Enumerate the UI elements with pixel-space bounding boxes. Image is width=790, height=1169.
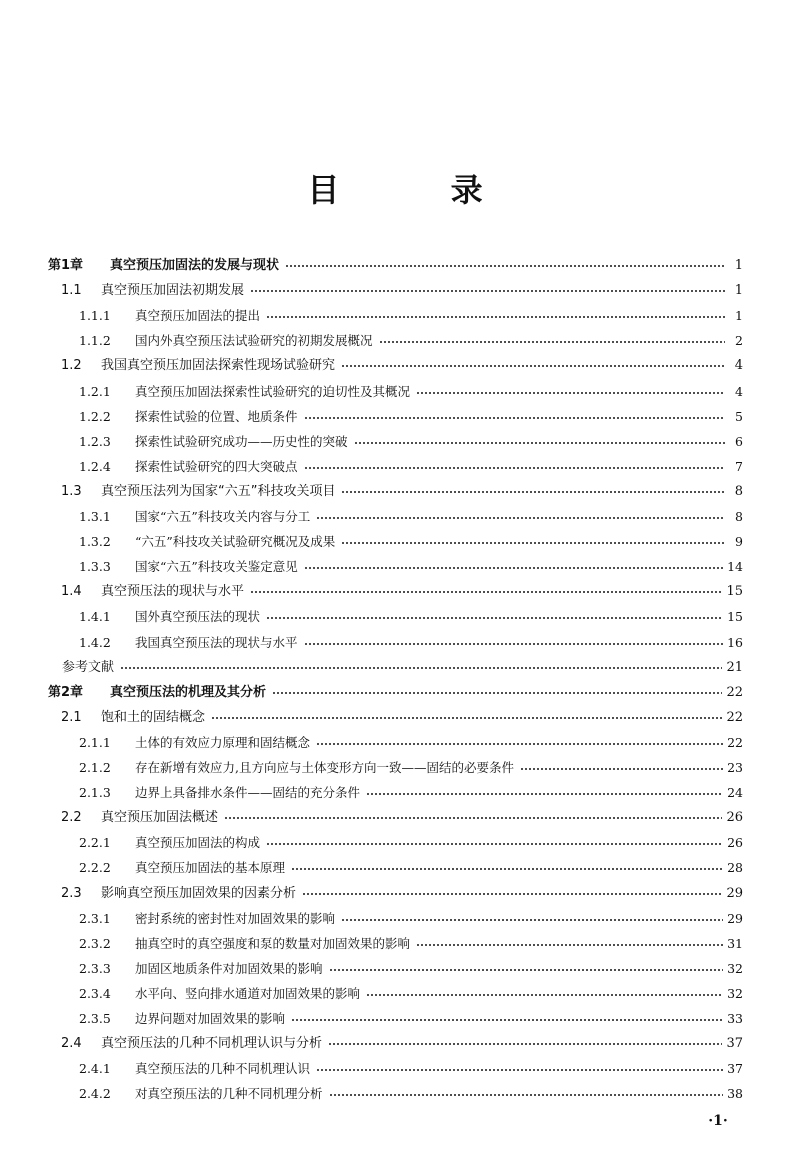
toc-entry-title: 影响真空预压加固效果的因素分析 [101,885,297,901]
toc-entry-page: 38 [727,1086,743,1102]
dot-leader [266,616,723,620]
toc-entry-number: 2.3 [61,885,82,901]
dot-leader [120,666,722,670]
toc-entry[interactable] [61,579,743,604]
toc-entry-number: 1.2.4 [79,458,111,474]
toc-entry-title: 水平向、竖向排水通道对加固效果的影响 [135,985,361,1001]
toc-entry[interactable] [79,454,743,479]
dot-leader [302,892,722,896]
toc-entry-title: 抽真空时的真空强度和泵的数量对加固效果的影响 [135,935,411,951]
toc-entry-title: 存在新增有效应力,且方向应与土体变形方向一致——固结的必要条件 [135,760,514,775]
toc-entry[interactable] [79,931,743,956]
toc-entry[interactable] [79,404,743,429]
toc-entry-page: 4 [734,358,743,374]
toc-entry-page: 8 [735,509,743,524]
dot-leader [341,541,725,545]
toc-entry-page: 22 [727,734,743,750]
dot-leader [341,918,723,922]
toc-entry[interactable] [79,906,743,931]
toc-entry[interactable] [61,705,743,730]
toc-entry-title: 探索性试验的位置、地质条件 [135,408,298,424]
toc-entry-title: 参考文献 [62,659,115,675]
toc-entry[interactable] [79,956,743,981]
toc-entry-number: 第1章 [48,258,84,273]
toc-entry[interactable] [79,529,743,554]
toc-entry-number: 2.3.5 [79,1011,111,1026]
toc-entry[interactable] [61,881,743,906]
toc-entry-title: 加固区地质条件对加固效果的影响 [135,960,323,976]
toc-entry[interactable] [79,379,743,404]
dot-leader [354,441,725,445]
toc-entry-page: 4 [735,383,743,399]
dot-leader [520,767,723,771]
toc-entry-page: 7 [735,458,743,474]
toc-entry-number: 2.3.4 [79,985,111,1001]
toc-entry-page: 15 [726,584,743,600]
toc-entry-title: 探索性试验研究的四大突破点 [135,458,298,474]
toc-entry-title: 探索性试验研究成功——历史性的突破 [135,433,348,449]
toc-entry-number: 2.3.3 [79,960,111,976]
toc-entry[interactable] [79,855,743,880]
toc-entry-page: 28 [727,860,743,876]
toc-entry-page: 16 [727,634,743,650]
toc-entry-page: 15 [727,609,743,625]
dot-leader [304,566,723,570]
toc-entry-page: 2 [735,333,743,349]
toc-entry-page: 26 [727,835,743,851]
toc-entry-title: 真空预压加固法概述 [101,810,219,826]
toc-entry-number: 1.2.3 [79,433,111,449]
toc-entry-page: 9 [735,534,743,550]
toc-entry-number: 1.1 [61,283,82,299]
toc-entry-page: 29 [727,910,743,926]
toc-entry-page: 32 [727,985,743,1001]
toc-entry-title: 真空预压法列为国家“六五”科技攻关项目 [101,483,336,499]
toc-entry-title: 真空预压法的机理及其分析 [110,684,267,700]
toc-entry-page: 8 [734,483,743,499]
dot-leader [291,867,723,871]
toc-entry-number: 1.3.1 [79,509,111,524]
dot-leader [250,590,722,594]
toc-entry-number: 2.2.1 [79,835,111,851]
dot-leader [379,340,725,344]
toc-entry[interactable] [79,730,743,755]
toc-entry-number: 2.3.1 [79,910,111,926]
toc-entry-title: 我国真空预压法的现状与水平 [135,634,298,650]
toc-entry[interactable] [79,755,743,780]
toc-entry-number: 1.2 [61,358,82,374]
dot-leader [329,1093,724,1097]
toc-entry[interactable] [61,353,743,378]
toc-entry-number: 2.2 [61,810,82,826]
dot-leader [304,466,725,470]
toc-entry-title: 我国真空预压加固法探索性现场试验研究 [101,358,336,374]
toc-entry-title: 密封系统的密封性对加固效果的影响 [135,910,336,926]
dot-leader [266,842,723,846]
toc-entry[interactable] [48,253,743,278]
toc-entry-title: 饱和土的固结概念 [101,709,206,725]
toc-entry-title: 真空预压法的现状与水平 [101,584,245,600]
toc-entry[interactable] [79,780,743,805]
dot-leader [224,816,722,820]
toc-entry-page: 32 [727,960,743,976]
toc-entry[interactable] [79,830,743,855]
toc-entry[interactable] [79,1056,743,1081]
dot-leader [304,642,724,646]
toc-entry-title: 真空预压加固法的构成 [135,835,261,851]
page-number: ·1· [708,1113,728,1129]
toc-entry-number: 2.1.1 [79,734,111,750]
dot-leader [250,289,725,293]
toc-entry-number: 2.1.3 [79,785,111,801]
toc-entry[interactable] [79,504,743,529]
dot-leader [285,264,725,268]
toc-entry-page: 31 [727,935,743,951]
toc-entry-number: 2.3.2 [79,935,111,951]
toc-entry-title: 真空预压加固法探索性试验研究的迫切性及其概况 [135,383,411,399]
toc-entry[interactable] [62,655,743,680]
toc-entry-page: 5 [735,408,743,424]
toc-entry-number: 1.1.2 [79,333,111,349]
toc-entry[interactable] [79,604,743,629]
toc-entry-number: 1.2.2 [79,408,111,424]
toc-entry-page: 24 [727,785,743,801]
dot-leader [328,1042,722,1046]
toc-entry-number: 1.4.2 [79,634,111,650]
toc-entry-number: 2.1 [61,709,82,725]
toc-entry-page: 26 [726,810,743,826]
toc-entry[interactable] [79,303,743,328]
dot-leader [304,416,725,420]
toc-entry-number: 1.4.1 [79,609,111,625]
toc-entry-page: 22 [726,709,743,725]
dot-leader [329,968,724,972]
toc-entry[interactable] [48,680,743,705]
toc-entry-title: 对真空预压法的几种不同机理分析 [135,1086,323,1102]
toc-entry[interactable] [61,805,743,830]
toc-entry[interactable] [79,554,743,579]
dot-leader [316,742,723,746]
toc-entry-number: 2.4.1 [79,1061,111,1077]
toc-entry-title: 土体的有效应力原理和固结概念 [135,734,311,750]
toc-entry-title: 真空预压法的几种不同机理认识 [135,1061,311,1077]
toc-entry-page: 22 [726,684,743,700]
toc-entry[interactable] [79,981,743,1006]
toc-entry-title: “六五”科技攻关试验研究概况及成果 [135,534,336,550]
toc-entry-title: 真空预压加固法的发展与现状 [110,258,280,273]
toc-entry[interactable] [61,479,743,504]
toc-entry-page: 6 [735,433,743,449]
toc-entry[interactable] [79,630,743,655]
toc-entry-page: 14 [727,559,743,575]
toc-entry-number: 1.3 [61,483,82,499]
dot-leader [316,1068,723,1072]
toc-entry-title: 真空预压法的几种不同机理认识与分析 [101,1036,323,1052]
toc-entry-page: 29 [726,885,743,901]
toc-entry-number: 1.3.2 [79,534,111,550]
toc-entry-title: 边界上具备排水条件——固结的充分条件 [135,785,361,801]
dot-leader [211,716,722,720]
toc-entry-page: 33 [727,1011,743,1026]
toc-entry-number: 1.1.1 [79,308,111,324]
toc-entry-page: 1 [734,258,743,273]
toc-entry-number: 2.4 [61,1036,82,1052]
toc-entry-title: 真空预压加固法的基本原理 [135,860,286,876]
dot-leader [291,1018,723,1022]
toc-entry[interactable] [79,429,743,454]
toc-entry-page: 23 [727,760,743,775]
toc-entry-number: 第2章 [48,684,84,700]
toc-entry-title: 国内外真空预压法试验研究的初期发展概况 [135,333,373,349]
toc-entry-page: 37 [727,1061,743,1077]
toc-entry[interactable] [79,1081,743,1106]
toc-entry-number: 2.4.2 [79,1086,111,1102]
toc-entry-title: 真空预压加固法的提出 [135,308,261,324]
dot-leader [341,490,725,494]
toc-entry[interactable] [61,278,743,303]
dot-leader [366,993,723,997]
toc-entry-page: 1 [735,308,743,324]
toc-entry-number: 1.3.3 [79,559,111,575]
toc-entry-title: 真空预压加固法初期发展 [101,283,245,299]
dot-leader [266,315,725,319]
dot-leader [416,391,725,395]
toc-entry-number: 2.2.2 [79,860,111,876]
toc-entry-title: 边界问题对加固效果的影响 [135,1011,286,1026]
toc-entry-page: 1 [734,283,743,299]
toc-entry-page: 21 [726,659,743,675]
page-title: 目 录 [307,171,533,209]
toc-entry-page: 37 [726,1036,743,1052]
dot-leader [272,691,722,695]
dot-leader [316,516,725,520]
dot-leader [366,792,723,796]
toc-entry-number: 2.1.2 [79,760,111,775]
dot-leader [341,364,725,368]
toc-entry-number: 1.4 [61,584,82,600]
toc-entry-title: 国家“六五”科技攻关内容与分工 [135,509,311,524]
toc-entry[interactable] [61,1031,743,1056]
toc-entry[interactable] [79,1006,743,1031]
toc-entry-title: 国家“六五”科技攻关鉴定意见 [135,559,298,575]
toc-entry-number: 1.2.1 [79,383,111,399]
toc-entry[interactable] [79,328,743,353]
dot-leader [416,943,723,947]
toc-entry-title: 国外真空预压法的现状 [135,609,261,625]
